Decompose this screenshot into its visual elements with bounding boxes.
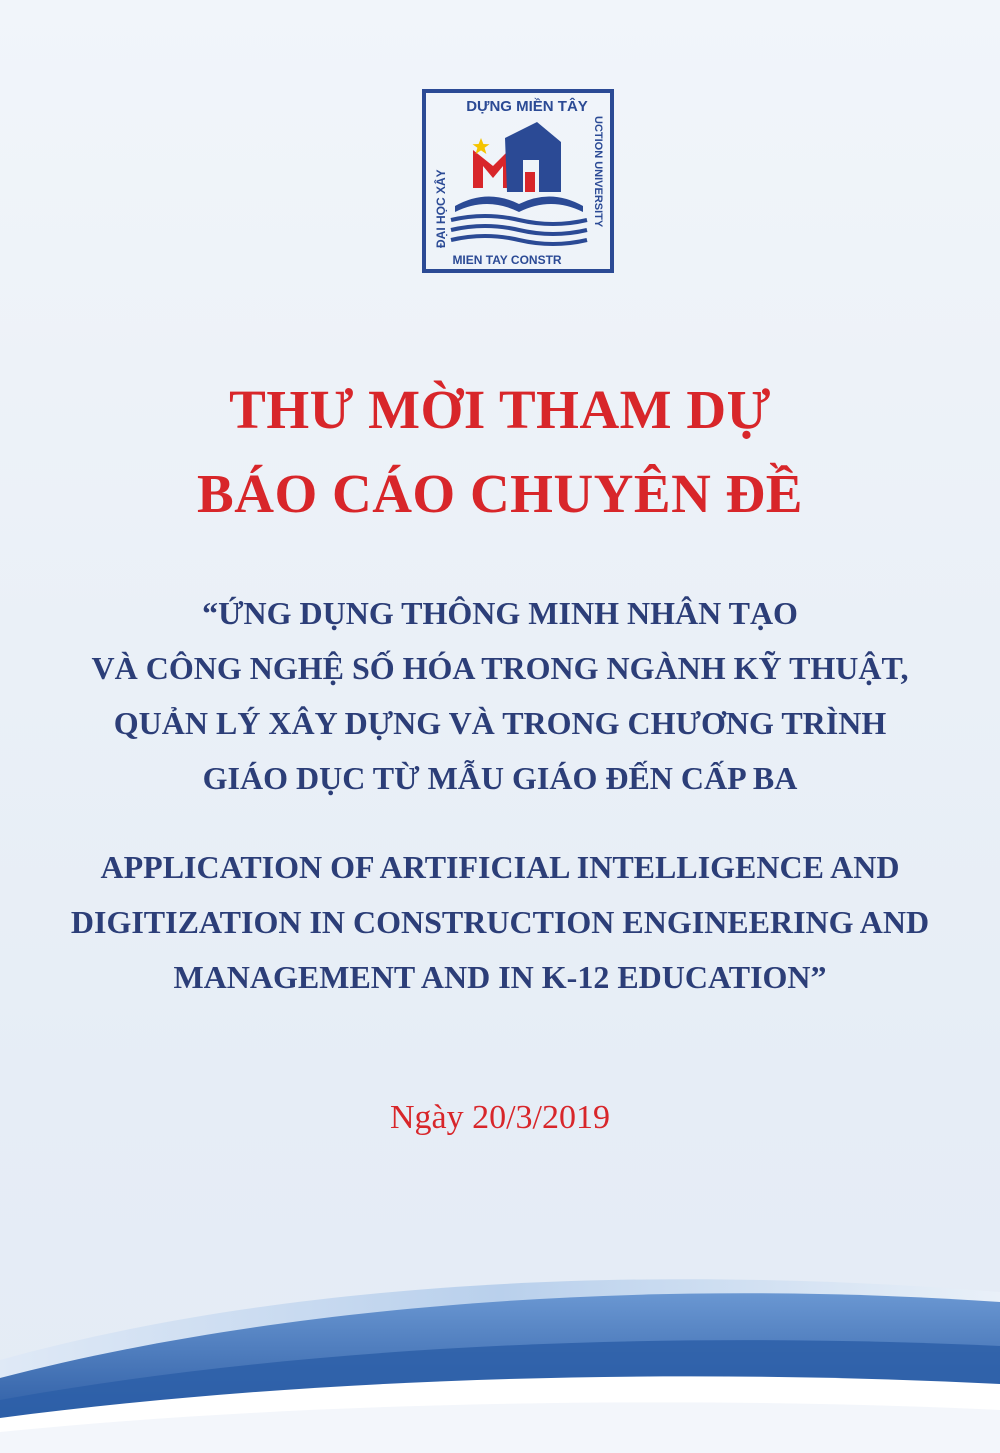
university-logo <box>421 88 615 274</box>
topic-vi-line-1: “ỨNG DỤNG THÔNG MINH NHÂN TẠO <box>202 595 798 631</box>
invitation-title-line-2: BÁO CÁO CHUYÊN ĐỀ <box>197 463 803 524</box>
topic-en-line-3: MANAGEMENT AND IN K-12 EDUCATION” <box>173 959 827 995</box>
logo-top-text: DỰNG MIỀN TÂY <box>466 98 588 115</box>
invitation-title-line-1: THƯ MỜI THAM DỰ <box>229 379 771 440</box>
topic-en-line-1: APPLICATION OF ARTIFICIAL INTELLIGENCE AND <box>100 849 900 885</box>
logo-bottom-text: MIEN TAY CONSTR <box>452 253 562 267</box>
university-logo-graphic <box>421 88 615 274</box>
book-icon <box>455 196 583 212</box>
event-date: Ngày 20/3/2019 <box>389 1099 611 1136</box>
logo-emblem <box>473 122 562 192</box>
wave-graphic <box>0 1250 1000 1453</box>
topic-vi-line-2: VÀ CÔNG NGHỆ SỐ HÓA TRONG NGÀNH KỸ THUẬT, <box>91 650 909 686</box>
water-waves-icon <box>451 216 587 244</box>
topic-en-line-2: DIGITIZATION IN CONSTRUCTION ENGINEERING AND <box>70 904 930 940</box>
topic-vi-line-3: QUẢN LÝ XÂY DỰNG VÀ TRONG CHƯƠNG TRÌNH <box>113 705 887 741</box>
logo-left-text: ĐẠI HỌC XÂY <box>434 169 448 248</box>
logo-right-text: UCTION UNIVERSITY <box>592 116 604 228</box>
topic-vi-line-4: GIÁO DỤC TỪ MẪU GIÁO ĐẾN CẤP BA <box>202 760 798 796</box>
decorative-waves <box>0 1250 1000 1453</box>
